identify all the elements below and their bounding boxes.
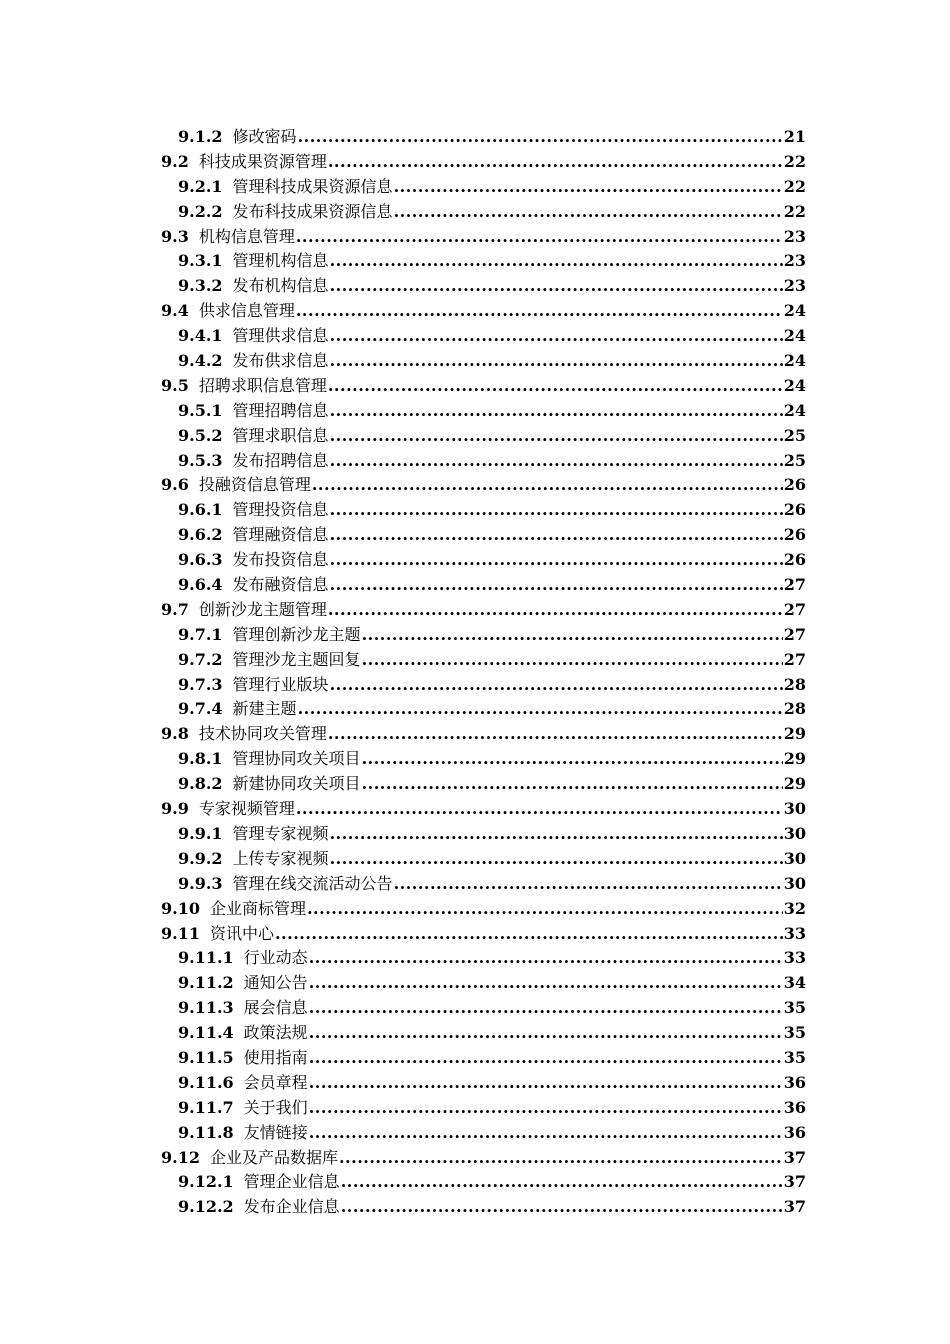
toc-entry-number: 9.5.2	[178, 425, 223, 445]
toc-entry-title: 修改密码	[232, 127, 297, 146]
toc-entry[interactable]	[0, 697, 806, 722]
toc-entry-number: 9.9	[161, 799, 189, 819]
toc-entry-page-number: 26	[783, 550, 806, 570]
toc-entry-title: 资讯中心	[209, 923, 274, 943]
toc-dot-leader	[309, 1096, 783, 1121]
toc-entry-page-number: 22	[783, 151, 806, 171]
toc-entry[interactable]	[0, 125, 806, 150]
toc-entry-page-number: 36	[783, 1097, 806, 1117]
toc-entry-page-number: 30	[783, 799, 806, 819]
toc-entry-page-number: 37	[783, 1197, 806, 1217]
toc-entry-number: 9.11.6	[178, 1072, 234, 1092]
toc-entry-title: 关于我们	[243, 1097, 308, 1117]
toc-dot-leader	[330, 424, 783, 449]
toc-entry-number: 9.12.2	[178, 1197, 234, 1217]
toc-dot-leader	[328, 150, 783, 175]
toc-entry[interactable]	[0, 1021, 806, 1046]
toc-entry-title: 专家视频管理	[198, 799, 295, 819]
toc-entry-page-number: 26	[783, 500, 806, 520]
toc-entry-page-number: 27	[783, 649, 806, 669]
toc-entry-title: 投融资信息管理	[198, 475, 311, 495]
toc-dot-leader	[309, 1071, 783, 1096]
toc-entry-page-number: 29	[783, 724, 806, 744]
toc-entry-number: 9.6.1	[178, 500, 223, 520]
toc-dot-leader	[394, 175, 783, 200]
toc-entry-title: 管理创新沙龙主题	[232, 624, 361, 644]
toc-entry[interactable]	[0, 747, 806, 772]
toc-entry-title: 企业及产品数据库	[209, 1147, 338, 1167]
toc-entry-number: 9.9.2	[178, 848, 223, 868]
toc-entry[interactable]	[0, 996, 806, 1021]
toc-entry-page-number: 35	[783, 998, 806, 1018]
toc-entry-number: 9.3	[161, 226, 189, 246]
toc-dot-leader	[330, 399, 783, 424]
toc-entry-page-number: 25	[783, 425, 806, 445]
toc-entry-page-number: 24	[783, 326, 806, 346]
toc-entry[interactable]	[0, 548, 806, 573]
toc-dot-leader	[330, 249, 783, 274]
toc-entry-page-number: 33	[783, 948, 806, 968]
toc-entry-number: 9.3.1	[178, 251, 223, 271]
toc-entry-number: 9.5	[161, 375, 189, 395]
toc-entry-page-number: 26	[783, 475, 806, 495]
toc-entry[interactable]	[0, 1071, 806, 1096]
toc-entry-number: 9.5.3	[178, 450, 223, 470]
toc-entry-page-number: 23	[783, 251, 806, 271]
toc-entry-page-number: 22	[783, 176, 806, 196]
toc-entry-title: 管理在线交流活动公告	[232, 873, 393, 893]
toc-entry-title: 招聘求职信息管理	[198, 375, 327, 395]
toc-dot-leader	[394, 872, 783, 897]
toc-entry-page-number: 36	[783, 1122, 806, 1142]
toc-entry[interactable]	[0, 1195, 806, 1220]
toc-entry-number: 9.7	[161, 599, 189, 619]
toc-entry[interactable]	[0, 225, 806, 250]
toc-dot-leader	[328, 374, 783, 399]
toc-entry-number: 9.2	[161, 151, 189, 171]
toc-entry-page-number: 24	[783, 351, 806, 371]
toc-entry-title: 上传专家视频	[232, 848, 329, 868]
toc-entry[interactable]	[0, 598, 806, 623]
toc-entry-page-number: 30	[783, 823, 806, 843]
toc-entry-title: 发布机构信息	[232, 276, 329, 296]
toc-entry-title: 展会信息	[243, 998, 308, 1018]
toc-entry[interactable]	[0, 897, 806, 922]
toc-dot-leader	[362, 623, 783, 648]
toc-entry-number: 9.5.1	[178, 400, 223, 420]
toc-dot-leader	[296, 797, 783, 822]
toc-entry-title: 管理沙龙主题回复	[232, 649, 361, 669]
toc-dot-leader	[296, 299, 783, 324]
toc-dot-leader	[330, 349, 783, 374]
toc-entry-number: 9.11.3	[178, 998, 234, 1018]
toc-entry-title: 发布供求信息	[232, 351, 329, 371]
toc-entry-title: 会员章程	[243, 1072, 308, 1092]
toc-entry-number: 9.2.1	[178, 176, 223, 196]
toc-entry[interactable]	[0, 1046, 806, 1071]
toc-dot-leader	[330, 274, 783, 299]
toc-entry-page-number: 22	[783, 201, 806, 221]
toc-entry[interactable]	[0, 249, 806, 274]
toc-entry-number: 9.11.4	[178, 1023, 234, 1043]
toc-dot-leader	[298, 697, 783, 722]
toc-entry-page-number: 24	[783, 375, 806, 395]
toc-entry[interactable]	[0, 150, 806, 175]
toc-entry-title: 通知公告	[243, 973, 308, 993]
toc-entry[interactable]	[0, 872, 806, 897]
toc-entry[interactable]	[0, 1096, 806, 1121]
toc-dot-leader	[309, 971, 783, 996]
toc-dot-leader	[394, 200, 783, 225]
toc-entry-page-number: 27	[783, 575, 806, 595]
toc-entry[interactable]	[0, 1146, 806, 1171]
toc-entry-page-number: 23	[783, 276, 806, 296]
toc-entry-number: 9.6	[161, 475, 189, 495]
toc-dot-leader	[309, 946, 783, 971]
toc-entry-page-number: 23	[783, 226, 806, 246]
toc-entry-title: 政策法规	[243, 1023, 308, 1043]
toc-entry-title: 使用指南	[243, 1047, 308, 1067]
toc-entry-number: 9.10	[161, 898, 200, 918]
toc-entry-number: 9.8	[161, 724, 189, 744]
toc-entry-title: 机构信息管理	[198, 226, 295, 246]
toc-dot-leader	[339, 1146, 783, 1171]
toc-dot-leader	[330, 822, 783, 847]
toc-entry-page-number: 27	[783, 624, 806, 644]
toc-entry[interactable]	[0, 299, 806, 324]
toc-entry-title: 管理科技成果资源信息	[232, 176, 393, 196]
toc-entry[interactable]	[0, 822, 806, 847]
toc-dot-leader	[307, 897, 783, 922]
toc-dot-leader	[309, 1046, 783, 1071]
toc-entry-page-number: 29	[783, 774, 806, 794]
toc-entry-page-number: 32	[783, 898, 806, 918]
toc-entry-title: 发布投资信息	[232, 550, 329, 570]
toc-entry[interactable]	[0, 399, 806, 424]
toc-entry-number: 9.11.1	[178, 948, 234, 968]
toc-entry[interactable]	[0, 374, 806, 399]
toc-entry-number: 9.11.2	[178, 973, 234, 993]
toc-dot-leader	[330, 847, 783, 872]
toc-entry-number: 9.4.2	[178, 351, 223, 371]
toc-entry-number: 9.11	[161, 923, 200, 943]
toc-entry-page-number: 36	[783, 1072, 806, 1092]
toc-entry-number: 9.7.4	[178, 699, 223, 719]
toc-entry[interactable]	[0, 648, 806, 673]
toc-entry-title: 供求信息管理	[198, 301, 295, 321]
toc-dot-leader	[330, 548, 783, 573]
toc-entry-page-number: 25	[783, 450, 806, 470]
toc-dot-leader	[330, 523, 783, 548]
toc-dot-leader	[341, 1195, 783, 1220]
toc-entry[interactable]	[0, 797, 806, 822]
toc-dot-leader	[341, 1170, 783, 1195]
toc-entry-page-number: 37	[783, 1147, 806, 1167]
toc-entry-title: 发布科技成果资源信息	[232, 201, 393, 221]
toc-entry-page-number: 33	[783, 923, 806, 943]
toc-entry-page-number: 28	[783, 674, 806, 694]
toc-entry[interactable]	[0, 523, 806, 548]
toc-entry[interactable]	[0, 349, 806, 374]
toc-entry[interactable]	[0, 200, 806, 225]
toc-entry[interactable]	[0, 473, 806, 498]
toc-entry-number: 9.8.1	[178, 749, 223, 769]
toc-entry-title: 发布招聘信息	[232, 450, 329, 470]
toc-dot-leader	[362, 747, 783, 772]
toc-entry-number: 9.7.2	[178, 649, 223, 669]
toc-entry[interactable]	[0, 772, 806, 797]
toc-entry[interactable]	[0, 324, 806, 349]
toc-entry[interactable]	[0, 573, 806, 598]
toc-entry-number: 9.7.3	[178, 674, 223, 694]
toc-entry[interactable]	[0, 274, 806, 299]
toc-entry-title: 技术协同攻关管理	[198, 724, 327, 744]
toc-dot-leader	[362, 648, 783, 673]
toc-dot-leader	[330, 673, 783, 698]
toc-entry-title: 行业动态	[243, 948, 308, 968]
toc-dot-leader	[275, 922, 783, 947]
toc-entry-page-number: 29	[783, 749, 806, 769]
toc-entry-title: 友情链接	[243, 1122, 308, 1142]
toc-entry-number: 9.9.1	[178, 823, 223, 843]
toc-entry-number: 9.4	[161, 301, 189, 321]
toc-dot-leader	[330, 573, 783, 598]
toc-entry-number: 9.12	[161, 1147, 200, 1167]
toc-entry-title: 科技成果资源管理	[198, 151, 327, 171]
toc-dot-leader	[296, 225, 783, 250]
toc-entry-page-number: 24	[783, 400, 806, 420]
toc-entry-page-number: 30	[783, 873, 806, 893]
toc-entry-title: 发布融资信息	[232, 575, 329, 595]
toc-dot-leader	[309, 1021, 783, 1046]
toc-entry-page-number: 26	[783, 525, 806, 545]
toc-dot-leader	[330, 498, 783, 523]
toc-entry-title: 新建主题	[232, 699, 297, 719]
toc-entry-title: 管理供求信息	[232, 326, 329, 346]
toc-entry-title: 创新沙龙主题管理	[198, 599, 327, 619]
toc-dot-leader	[298, 125, 783, 150]
toc-entry[interactable]	[0, 623, 806, 648]
toc-entry[interactable]	[0, 922, 806, 947]
toc-entry[interactable]	[0, 424, 806, 449]
toc-entry-number: 9.11.5	[178, 1047, 234, 1067]
toc-entry-title: 管理求职信息	[232, 425, 329, 445]
toc-entry-page-number: 30	[783, 848, 806, 868]
toc-dot-leader	[309, 1121, 783, 1146]
toc-dot-leader	[312, 473, 783, 498]
toc-dot-leader	[330, 449, 783, 474]
toc-entry-page-number: 27	[783, 599, 806, 619]
toc-dot-leader	[330, 324, 783, 349]
toc-dot-leader	[362, 772, 783, 797]
toc-entry[interactable]	[0, 847, 806, 872]
toc-entry-number: 9.6.2	[178, 525, 223, 545]
toc-entry-title: 管理协同攻关项目	[232, 749, 361, 769]
toc-entry-number: 9.2.2	[178, 201, 223, 221]
toc-entry-number: 9.11.7	[178, 1097, 234, 1117]
toc-entry-page-number: 21	[783, 127, 806, 146]
toc-entry-number: 9.4.1	[178, 326, 223, 346]
toc-entry-number: 9.8.2	[178, 774, 223, 794]
toc-entry[interactable]	[0, 722, 806, 747]
toc-entry[interactable]	[0, 1170, 806, 1195]
toc-entry-number: 9.6.4	[178, 575, 223, 595]
toc-entry-page-number: 24	[783, 301, 806, 321]
toc-entry-number: 9.11.8	[178, 1122, 234, 1142]
toc-entry[interactable]	[0, 1121, 806, 1146]
toc-dot-leader	[309, 996, 783, 1021]
toc-entry-number: 9.6.3	[178, 550, 223, 570]
toc-entry[interactable]	[0, 449, 806, 474]
toc-entry[interactable]	[0, 673, 806, 698]
toc-entry-title: 管理行业版块	[232, 674, 329, 694]
toc-entry[interactable]	[0, 971, 806, 996]
toc-entry-number: 9.1.2	[178, 127, 223, 146]
toc-entry-number: 9.9.3	[178, 873, 223, 893]
toc-entry-title: 管理招聘信息	[232, 400, 329, 420]
toc-entry-page-number: 35	[783, 1047, 806, 1067]
toc-entry-number: 9.7.1	[178, 624, 223, 644]
toc-entry[interactable]	[0, 946, 806, 971]
toc-entry-number: 9.12.1	[178, 1172, 234, 1192]
toc-entry-title: 新建协同攻关项目	[232, 774, 361, 794]
toc-entry-page-number: 37	[783, 1172, 806, 1192]
table-of-contents	[0, 125, 950, 1220]
toc-entry-title: 管理企业信息	[243, 1172, 340, 1192]
toc-entry-page-number: 34	[783, 973, 806, 993]
toc-entry-page-number: 28	[783, 699, 806, 719]
toc-entry[interactable]	[0, 498, 806, 523]
toc-dot-leader	[328, 598, 783, 623]
toc-entry-number: 9.3.2	[178, 276, 223, 296]
toc-entry-title: 管理融资信息	[232, 525, 329, 545]
toc-entry-title: 企业商标管理	[209, 898, 306, 918]
toc-dot-leader	[328, 722, 783, 747]
toc-entry-page-number: 35	[783, 1023, 806, 1043]
toc-entry-title: 管理机构信息	[232, 251, 329, 271]
toc-entry-title: 管理投资信息	[232, 500, 329, 520]
toc-entry-title: 管理专家视频	[232, 823, 329, 843]
toc-entry[interactable]	[0, 175, 806, 200]
toc-entry-title: 发布企业信息	[243, 1197, 340, 1217]
